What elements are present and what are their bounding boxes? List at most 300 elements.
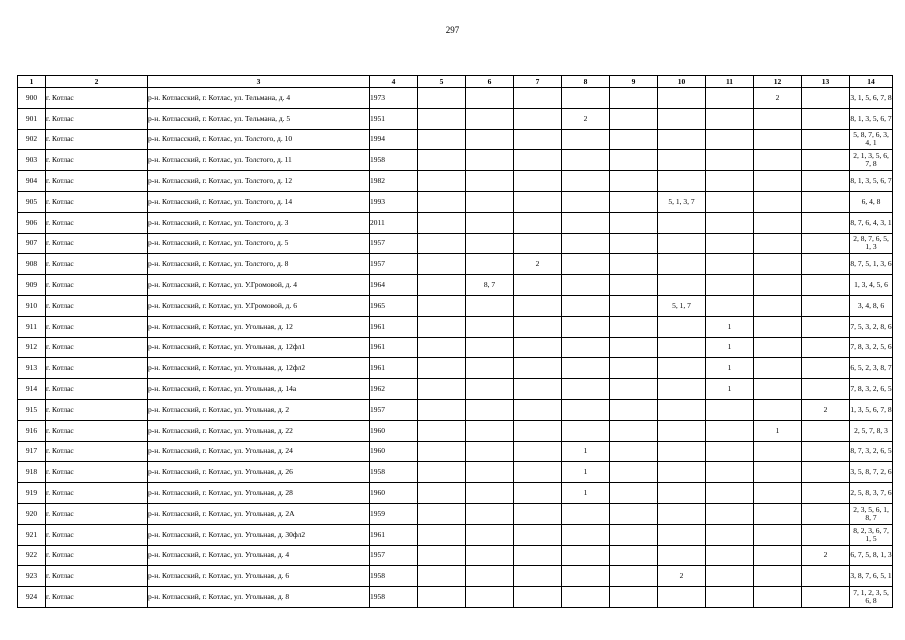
cell-col9 (610, 129, 658, 150)
cell-col14: 7, 1, 2, 3, 5, 6, 8 (850, 587, 893, 608)
cell-col13 (802, 462, 850, 483)
cell-col7 (514, 191, 562, 212)
cell-col7 (514, 483, 562, 504)
cell-number: 919 (18, 483, 46, 504)
cell-col5 (418, 295, 466, 316)
cell-col13: 2 (802, 399, 850, 420)
cell-col8 (562, 399, 610, 420)
cell-number: 905 (18, 191, 46, 212)
cell-col12 (754, 337, 802, 358)
cell-col5 (418, 462, 466, 483)
cell-col7 (514, 379, 562, 400)
cell-col6 (466, 191, 514, 212)
cell-year: 1964 (370, 275, 418, 296)
cell-number: 912 (18, 337, 46, 358)
cell-city: г. Котлас (46, 150, 148, 171)
cell-year: 1961 (370, 316, 418, 337)
cell-col6 (466, 503, 514, 524)
cell-col10 (658, 503, 706, 524)
cell-col9 (610, 399, 658, 420)
cell-col11 (706, 587, 754, 608)
cell-col8: 1 (562, 483, 610, 504)
cell-col6 (466, 129, 514, 150)
cell-city: г. Котлас (46, 275, 148, 296)
cell-col5 (418, 420, 466, 441)
cell-address: р-н. Котласский, г. Котлас, ул. Угольная, д. 26 (148, 462, 370, 483)
cell-col8 (562, 358, 610, 379)
cell-year: 1957 (370, 233, 418, 254)
cell-address: р-н. Котласский, г. Котлас, ул. Толстого, д. 14 (148, 191, 370, 212)
cell-col10 (658, 337, 706, 358)
cell-col10 (658, 420, 706, 441)
cell-col11 (706, 566, 754, 587)
cell-col14: 3, 1, 5, 6, 7, 8 (850, 88, 893, 109)
cell-year: 1961 (370, 358, 418, 379)
cell-col9 (610, 191, 658, 212)
cell-col7 (514, 88, 562, 109)
cell-col11: 1 (706, 337, 754, 358)
cell-col13 (802, 295, 850, 316)
cell-col7 (514, 503, 562, 524)
cell-col7 (514, 212, 562, 233)
cell-col6 (466, 587, 514, 608)
cell-col7: 2 (514, 254, 562, 275)
cell-col7 (514, 316, 562, 337)
cell-col5 (418, 441, 466, 462)
cell-col7 (514, 150, 562, 171)
cell-year: 1957 (370, 545, 418, 566)
cell-col6 (466, 212, 514, 233)
cell-address: р-н. Котласский, г. Котлас, ул. Толстого, д. 5 (148, 233, 370, 254)
cell-address: р-н. Котласский, г. Котлас, ул. Угольная, д. 2А (148, 503, 370, 524)
cell-col13 (802, 483, 850, 504)
cell-col14: 8, 2, 3, 6, 7, 1, 5 (850, 524, 893, 545)
cell-city: г. Котлас (46, 462, 148, 483)
table-row (18, 129, 893, 150)
cell-city: г. Котлас (46, 337, 148, 358)
cell-col11 (706, 254, 754, 275)
cell-city: г. Котлас (46, 212, 148, 233)
cell-address: р-н. Котласский, г. Котлас, ул. Толстого, д. 10 (148, 129, 370, 150)
cell-number: 924 (18, 587, 46, 608)
cell-col12 (754, 150, 802, 171)
cell-col12: 1 (754, 420, 802, 441)
cell-col5 (418, 88, 466, 109)
cell-address: р-н. Котласский, г. Котлас, ул. Угольная, д. 30фл2 (148, 524, 370, 545)
cell-col14: 6, 5, 2, 3, 8, 7 (850, 358, 893, 379)
cell-address: р-н. Котласский, г. Котлас, ул. Угольная, д. 22 (148, 420, 370, 441)
cell-col5 (418, 524, 466, 545)
column-header-11: 11 (706, 76, 754, 88)
cell-address: р-н. Котласский, г. Котлас, ул. Толстого, д. 8 (148, 254, 370, 275)
cell-col12 (754, 233, 802, 254)
cell-city: г. Котлас (46, 108, 148, 129)
cell-col7 (514, 587, 562, 608)
table-row (18, 587, 893, 608)
cell-number: 913 (18, 358, 46, 379)
cell-col8 (562, 275, 610, 296)
registry-table (17, 75, 893, 608)
cell-number: 908 (18, 254, 46, 275)
cell-address: р-н. Котласский, г. Котлас, ул. Угольная, д. 12фл2 (148, 358, 370, 379)
cell-col13 (802, 566, 850, 587)
cell-col11 (706, 212, 754, 233)
cell-col11 (706, 462, 754, 483)
cell-year: 1960 (370, 441, 418, 462)
cell-col11 (706, 171, 754, 192)
cell-address: р-н. Котласский, г. Котлас, ул. Угольная, д. 6 (148, 566, 370, 587)
cell-col12 (754, 108, 802, 129)
cell-city: г. Котлас (46, 399, 148, 420)
cell-col9 (610, 566, 658, 587)
cell-col9 (610, 212, 658, 233)
cell-col10 (658, 254, 706, 275)
cell-address: р-н. Котласский, г. Котлас, ул. Толстого, д. 12 (148, 171, 370, 192)
cell-col9 (610, 337, 658, 358)
cell-col10 (658, 587, 706, 608)
cell-col5 (418, 399, 466, 420)
cell-col10 (658, 441, 706, 462)
cell-col10 (658, 233, 706, 254)
table-row (18, 358, 893, 379)
table-row (18, 483, 893, 504)
cell-col14: 5, 8, 7, 6, 3, 4, 1 (850, 129, 893, 150)
cell-col6 (466, 254, 514, 275)
cell-col13 (802, 524, 850, 545)
cell-year: 1958 (370, 150, 418, 171)
cell-year: 1958 (370, 587, 418, 608)
cell-col8: 1 (562, 462, 610, 483)
table-row (18, 379, 893, 400)
cell-year: 1982 (370, 171, 418, 192)
table-row (18, 191, 893, 212)
cell-number: 903 (18, 150, 46, 171)
table-row (18, 316, 893, 337)
cell-col5 (418, 233, 466, 254)
cell-number: 916 (18, 420, 46, 441)
table-body (18, 88, 893, 608)
cell-col12 (754, 483, 802, 504)
cell-col5 (418, 212, 466, 233)
cell-col9 (610, 420, 658, 441)
table-row (18, 275, 893, 296)
cell-city: г. Котлас (46, 379, 148, 400)
cell-year: 1951 (370, 108, 418, 129)
cell-col5 (418, 483, 466, 504)
cell-col6: 8, 7 (466, 275, 514, 296)
cell-year: 1959 (370, 503, 418, 524)
cell-col9 (610, 295, 658, 316)
cell-col14: 2, 1, 3, 5, 6, 7, 8 (850, 150, 893, 171)
cell-year: 1960 (370, 420, 418, 441)
table-row (18, 171, 893, 192)
cell-year: 1962 (370, 379, 418, 400)
cell-col5 (418, 275, 466, 296)
table-row (18, 88, 893, 109)
cell-col8 (562, 233, 610, 254)
cell-col8 (562, 587, 610, 608)
cell-city: г. Котлас (46, 233, 148, 254)
cell-col12 (754, 129, 802, 150)
cell-number: 921 (18, 524, 46, 545)
cell-col10 (658, 129, 706, 150)
cell-col14: 2, 5, 7, 8, 3 (850, 420, 893, 441)
cell-col7 (514, 566, 562, 587)
cell-col7 (514, 295, 562, 316)
header-row (18, 76, 893, 88)
cell-col11 (706, 441, 754, 462)
cell-col12: 2 (754, 88, 802, 109)
cell-col8 (562, 212, 610, 233)
cell-col14: 1, 3, 5, 6, 7, 8 (850, 399, 893, 420)
cell-city: г. Котлас (46, 524, 148, 545)
cell-col14: 8, 1, 3, 5, 6, 7 (850, 171, 893, 192)
cell-address: р-н. Котласский, г. Котлас, ул. Угольная, д. 8 (148, 587, 370, 608)
cell-col8 (562, 503, 610, 524)
column-header-13: 13 (802, 76, 850, 88)
cell-number: 920 (18, 503, 46, 524)
cell-col7 (514, 171, 562, 192)
cell-year: 1961 (370, 337, 418, 358)
cell-col8 (562, 379, 610, 400)
cell-col9 (610, 503, 658, 524)
table-row (18, 150, 893, 171)
cell-col9 (610, 379, 658, 400)
column-header-4: 4 (370, 76, 418, 88)
cell-col11 (706, 503, 754, 524)
cell-col6 (466, 337, 514, 358)
cell-col5 (418, 108, 466, 129)
cell-city: г. Котлас (46, 358, 148, 379)
cell-col11 (706, 108, 754, 129)
cell-city: г. Котлас (46, 441, 148, 462)
cell-col10 (658, 483, 706, 504)
cell-col12 (754, 587, 802, 608)
cell-year: 1958 (370, 462, 418, 483)
cell-col9 (610, 233, 658, 254)
cell-col6 (466, 420, 514, 441)
cell-col11 (706, 295, 754, 316)
cell-col6 (466, 295, 514, 316)
cell-col14: 1, 3, 4, 5, 6 (850, 275, 893, 296)
cell-col5 (418, 254, 466, 275)
cell-col7 (514, 358, 562, 379)
cell-year: 1960 (370, 483, 418, 504)
cell-col5 (418, 503, 466, 524)
table-row (18, 254, 893, 275)
cell-col7 (514, 129, 562, 150)
cell-year: 1957 (370, 399, 418, 420)
cell-col13 (802, 88, 850, 109)
cell-address: р-н. Котласский, г. Котлас, ул. Толстого, д. 3 (148, 212, 370, 233)
table-row (18, 566, 893, 587)
cell-col13 (802, 233, 850, 254)
cell-col13 (802, 358, 850, 379)
cell-number: 909 (18, 275, 46, 296)
cell-col9 (610, 275, 658, 296)
cell-col5 (418, 566, 466, 587)
cell-col8 (562, 191, 610, 212)
column-header-1: 1 (18, 76, 46, 88)
cell-col9 (610, 545, 658, 566)
cell-col7 (514, 233, 562, 254)
cell-col11: 1 (706, 316, 754, 337)
cell-year: 1957 (370, 254, 418, 275)
cell-col8 (562, 524, 610, 545)
cell-col14: 2, 5, 8, 3, 7, 6 (850, 483, 893, 504)
cell-col5 (418, 171, 466, 192)
cell-city: г. Котлас (46, 483, 148, 504)
cell-address: р-н. Котласский, г. Котлас, ул. Тельмана, д. 4 (148, 88, 370, 109)
cell-col6 (466, 462, 514, 483)
cell-city: г. Котлас (46, 129, 148, 150)
cell-year: 1958 (370, 566, 418, 587)
cell-col14: 8, 1, 3, 5, 6, 7 (850, 108, 893, 129)
cell-number: 923 (18, 566, 46, 587)
table-row (18, 545, 893, 566)
table-row (18, 337, 893, 358)
cell-col9 (610, 441, 658, 462)
cell-col12 (754, 316, 802, 337)
cell-address: р-н. Котласский, г. Котлас, ул. Угольная, д. 14а (148, 379, 370, 400)
cell-col6 (466, 316, 514, 337)
cell-col6 (466, 108, 514, 129)
cell-col6 (466, 545, 514, 566)
cell-col13 (802, 503, 850, 524)
cell-col9 (610, 88, 658, 109)
cell-address: р-н. Котласский, г. Котлас, ул. Угольная, д. 2 (148, 399, 370, 420)
cell-col14: 2, 8, 7, 6, 5, 1, 3 (850, 233, 893, 254)
cell-col5 (418, 129, 466, 150)
cell-col8 (562, 337, 610, 358)
cell-col11 (706, 399, 754, 420)
table-row (18, 295, 893, 316)
cell-number: 910 (18, 295, 46, 316)
cell-col11: 1 (706, 358, 754, 379)
cell-col14: 8, 7, 3, 2, 6, 5 (850, 441, 893, 462)
cell-col10 (658, 150, 706, 171)
cell-city: г. Котлас (46, 171, 148, 192)
cell-col11 (706, 233, 754, 254)
cell-col12 (754, 441, 802, 462)
cell-col10 (658, 545, 706, 566)
cell-col12 (754, 171, 802, 192)
table-row (18, 420, 893, 441)
cell-address: р-н. Котласский, г. Котлас, ул. У.Громовой, д. 6 (148, 295, 370, 316)
cell-col12 (754, 358, 802, 379)
cell-col9 (610, 587, 658, 608)
cell-col7 (514, 420, 562, 441)
cell-col10: 5, 1, 3, 7 (658, 191, 706, 212)
cell-number: 917 (18, 441, 46, 462)
cell-col11 (706, 129, 754, 150)
cell-col9 (610, 108, 658, 129)
cell-col11 (706, 191, 754, 212)
column-header-12: 12 (754, 76, 802, 88)
column-header-2: 2 (46, 76, 148, 88)
cell-col6 (466, 150, 514, 171)
cell-address: р-н. Котласский, г. Котлас, ул. Угольная, д. 28 (148, 483, 370, 504)
cell-address: р-н. Котласский, г. Котлас, ул. Угольная, д. 12 (148, 316, 370, 337)
cell-address: р-н. Котласский, г. Котлас, ул. Угольная, д. 24 (148, 441, 370, 462)
cell-col10 (658, 462, 706, 483)
cell-col5 (418, 191, 466, 212)
cell-col8 (562, 295, 610, 316)
cell-number: 922 (18, 545, 46, 566)
cell-col14: 3, 5, 8, 7, 2, 6 (850, 462, 893, 483)
cell-col10 (658, 108, 706, 129)
cell-number: 906 (18, 212, 46, 233)
cell-col14: 7, 8, 3, 2, 6, 5 (850, 379, 893, 400)
cell-col10 (658, 358, 706, 379)
table-row (18, 503, 893, 524)
cell-city: г. Котлас (46, 295, 148, 316)
cell-city: г. Котлас (46, 545, 148, 566)
cell-col10 (658, 379, 706, 400)
table-row (18, 399, 893, 420)
cell-col12 (754, 191, 802, 212)
cell-col13 (802, 420, 850, 441)
cell-col5 (418, 545, 466, 566)
cell-number: 915 (18, 399, 46, 420)
cell-col5 (418, 587, 466, 608)
cell-year: 1993 (370, 191, 418, 212)
table-row (18, 233, 893, 254)
cell-col7 (514, 524, 562, 545)
page-number: 297 (445, 25, 460, 35)
cell-col11 (706, 150, 754, 171)
cell-col13 (802, 254, 850, 275)
cell-number: 918 (18, 462, 46, 483)
cell-address: р-н. Котласский, г. Котлас, ул. Тельмана, д. 5 (148, 108, 370, 129)
cell-col9 (610, 483, 658, 504)
cell-col14: 6, 7, 5, 8, 1, 3 (850, 545, 893, 566)
cell-col8 (562, 129, 610, 150)
cell-col13 (802, 129, 850, 150)
table-row (18, 462, 893, 483)
cell-number: 911 (18, 316, 46, 337)
table-row (18, 108, 893, 129)
cell-col8: 1 (562, 441, 610, 462)
cell-year: 1965 (370, 295, 418, 316)
cell-col7 (514, 462, 562, 483)
cell-col11 (706, 275, 754, 296)
column-header-5: 5 (418, 76, 466, 88)
cell-city: г. Котлас (46, 587, 148, 608)
cell-col10: 2 (658, 566, 706, 587)
cell-col6 (466, 171, 514, 192)
cell-col10 (658, 88, 706, 109)
cell-col5 (418, 379, 466, 400)
cell-col10 (658, 524, 706, 545)
cell-col14: 8, 7, 5, 1, 3, 6 (850, 254, 893, 275)
table-row (18, 441, 893, 462)
column-header-8: 8 (562, 76, 610, 88)
cell-col13 (802, 316, 850, 337)
cell-col11 (706, 524, 754, 545)
cell-col8 (562, 545, 610, 566)
cell-col9 (610, 524, 658, 545)
cell-col10 (658, 399, 706, 420)
cell-col6 (466, 233, 514, 254)
cell-col8 (562, 254, 610, 275)
cell-col8 (562, 88, 610, 109)
cell-col7 (514, 441, 562, 462)
cell-col11 (706, 88, 754, 109)
cell-col14: 7, 5, 3, 2, 8, 6 (850, 316, 893, 337)
cell-col7 (514, 545, 562, 566)
cell-city: г. Котлас (46, 316, 148, 337)
